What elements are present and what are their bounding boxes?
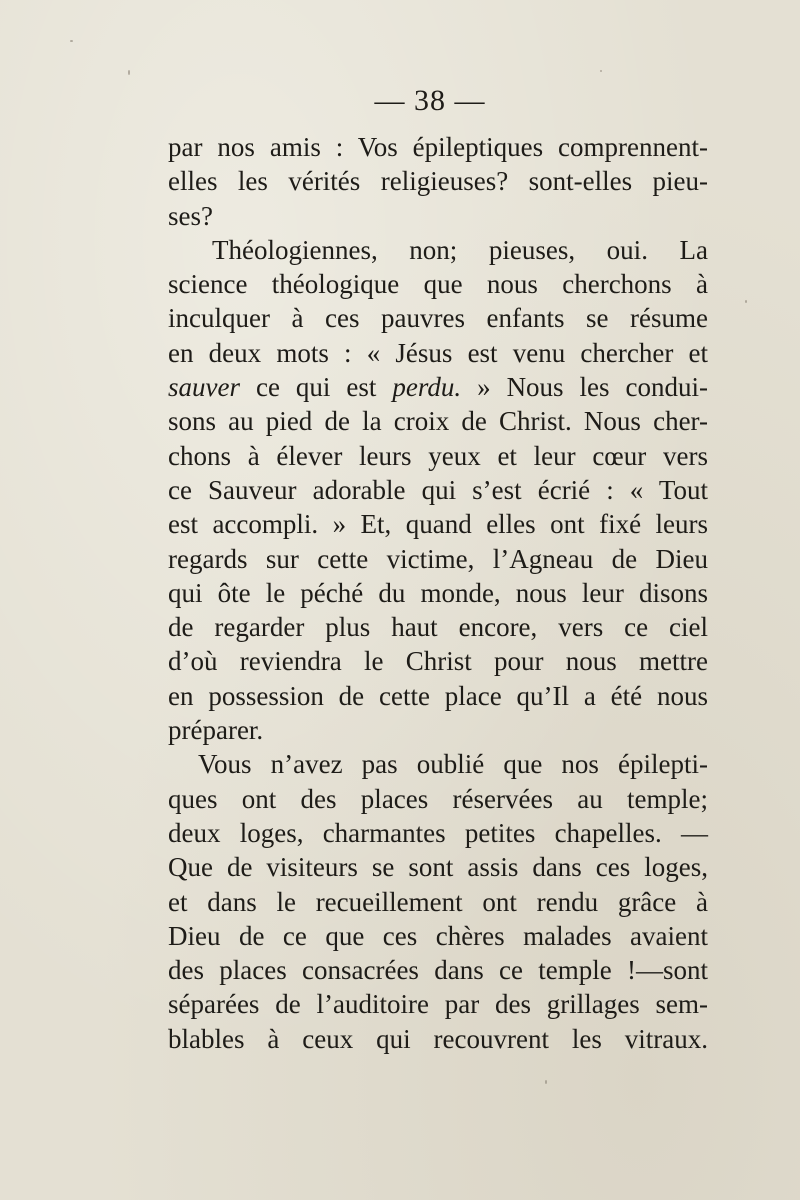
text-line: blables à ceux qui recouvrent les vitraux. [168, 1023, 708, 1054]
text-line: ses? [168, 200, 213, 231]
text-fragment: » Nous les condui- [461, 372, 708, 403]
text-line: en possession de cette place qu’Il a été nous [168, 680, 708, 711]
text-line: sons au pied de la croix de Christ. Nous cher- [168, 406, 708, 437]
text-line: Que de visiteurs se sont assis dans ces loges, [168, 852, 708, 883]
body-text [168, 130, 708, 1056]
text-line: elles les vérités religieuses? sont-elles pieu- [168, 166, 708, 197]
text-line: d’où reviendra le Christ pour nous mettre [168, 646, 708, 677]
paper-speck [128, 70, 130, 75]
text-line: deux loges, charmantes petites chapelles. — [168, 817, 708, 848]
text-line: science théologique que nous cherchons à [168, 269, 708, 300]
text-fragment: ce qui est [239, 372, 393, 403]
text-line: préparer. [168, 715, 264, 746]
paper-speck [70, 40, 73, 42]
italic-word: perdu. [392, 372, 462, 403]
paper-speck [745, 300, 747, 303]
text-line-with-italics [168, 370, 708, 404]
text-line: ce Sauveur adorable qui s’est écrié : « Tout [168, 474, 708, 505]
text-line: regards sur cette victime, l’Agneau de Dieu [168, 543, 708, 574]
page-number: — 38 — [374, 84, 486, 117]
text-line: en deux mots : « Jésus est venu chercher et [168, 337, 708, 368]
text-line: et dans le recueillement ont rendu grâce à [168, 886, 708, 917]
text-line: est accompli. » Et, quand elles ont fixé leurs [168, 509, 708, 540]
text-line: par nos amis : Vos épileptiques comprennent- [168, 132, 708, 162]
text-line: séparées de l’auditoire par des grillages sem- [168, 989, 708, 1020]
italic-word: sauver [168, 372, 240, 403]
text-line: qui ôte le péché du monde, nous leur disons [168, 577, 708, 608]
text-line: inculquer à ces pauvres enfants se résume [168, 303, 708, 334]
text-line: chons à élever leurs yeux et leur cœur vers [168, 440, 708, 471]
paper-speck [600, 70, 602, 72]
text-line: des places consacrées dans ce temple !—sont [168, 955, 708, 986]
paper-speck [545, 1080, 547, 1084]
text-line: ques ont des places réservées au temple; [168, 783, 708, 814]
paragraph-start-line: Vous n’avez pas oublié que nos épilepti- [198, 749, 708, 780]
text-line: de regarder plus haut encore, vers ce ciel [168, 612, 708, 643]
text-line: Dieu de ce que ces chères malades avaient [168, 920, 708, 951]
paragraph-start-line: Théologiennes, non; pieuses, oui. La [212, 234, 708, 265]
